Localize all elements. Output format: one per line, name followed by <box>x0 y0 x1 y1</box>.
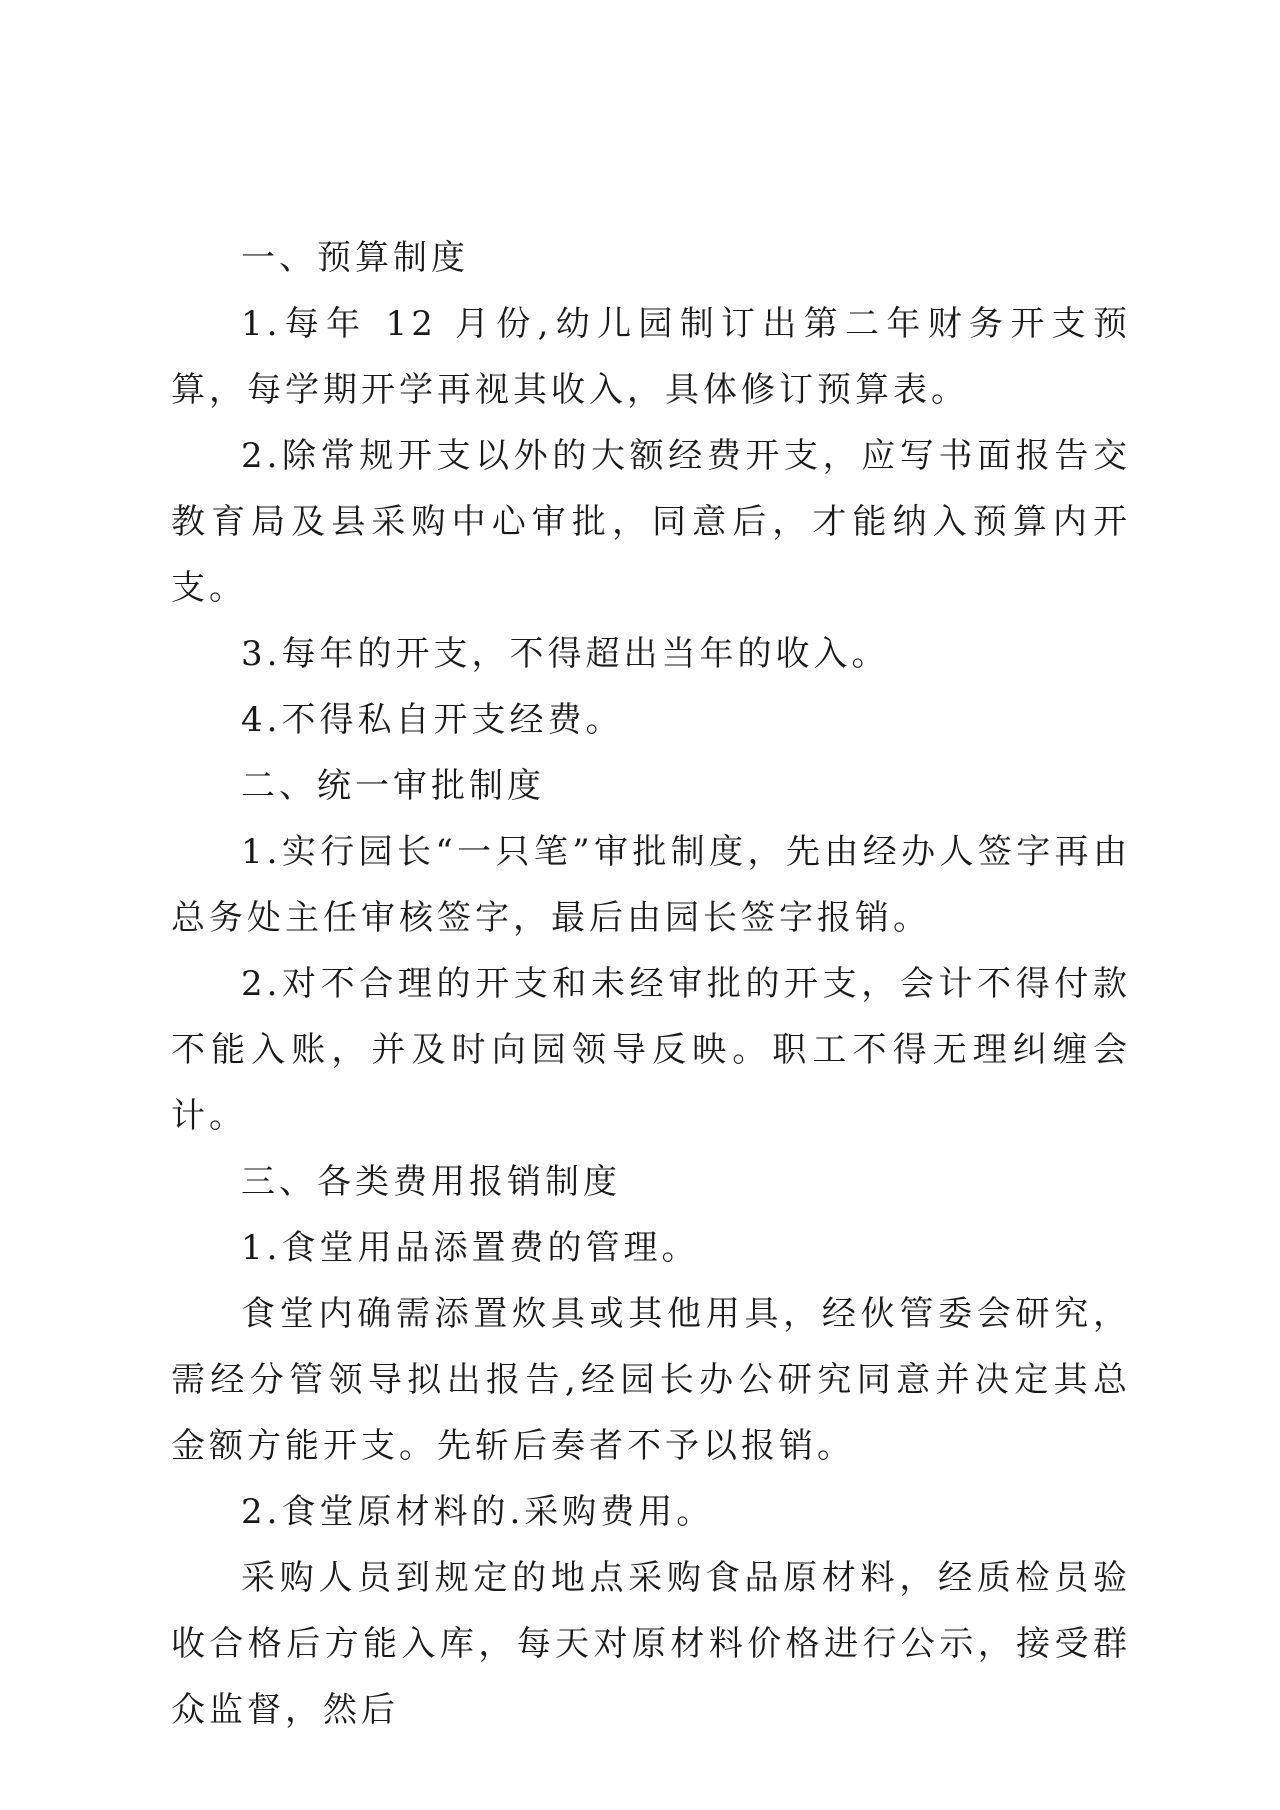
heading-reimbursement: 三、各类费用报销制度 <box>241 1162 621 1202</box>
paragraph: 食堂内确需添置炊具或其他用具，经伙管委会研究，需经分管领导拟出报告,经园长办公研究同意并决定其总金额方能开支。先斩后奏者不予以报销。 <box>171 1294 1131 1466</box>
document-body <box>171 225 1131 1743</box>
paragraph: 采购人员到规定的地点采购食品原材料，经质检员验收合格后方能入库，每天对原材料价格进行公示，接受群众监督，然后 <box>171 1558 1131 1730</box>
paragraph: 4.不得私自开支经费。 <box>241 700 624 740</box>
heading-budget-system: 一、预算制度 <box>241 238 469 278</box>
paragraph: 1.食堂用品添置费的管理。 <box>241 1228 700 1268</box>
paragraph: 2.除常规开支以外的大额经费开支，应写书面报告交教育局及县采购中心审批，同意后，才能纳入预算内开支。 <box>171 436 1131 608</box>
paragraph: 1.每年 12 月份,幼儿园制订出第二年财务开支预算，每学期开学再视其收入，具体修订预算表。 <box>171 304 1131 410</box>
paragraph: 3.每年的开支，不得超出当年的收入。 <box>241 634 890 674</box>
paragraph: 1.实行园长“一只笔”审批制度，先由经办人签字再由总务处主任审核签字，最后由园长签字报销。 <box>171 832 1131 938</box>
paragraph: 2.食堂原材料的.采购费用。 <box>241 1492 715 1532</box>
paragraph: 2.对不合理的开支和未经审批的开支，会计不得付款不能入账，并及时向园领导反映。职工不得无理纠缠会计。 <box>171 964 1131 1136</box>
heading-unified-approval: 二、统一审批制度 <box>241 766 545 806</box>
